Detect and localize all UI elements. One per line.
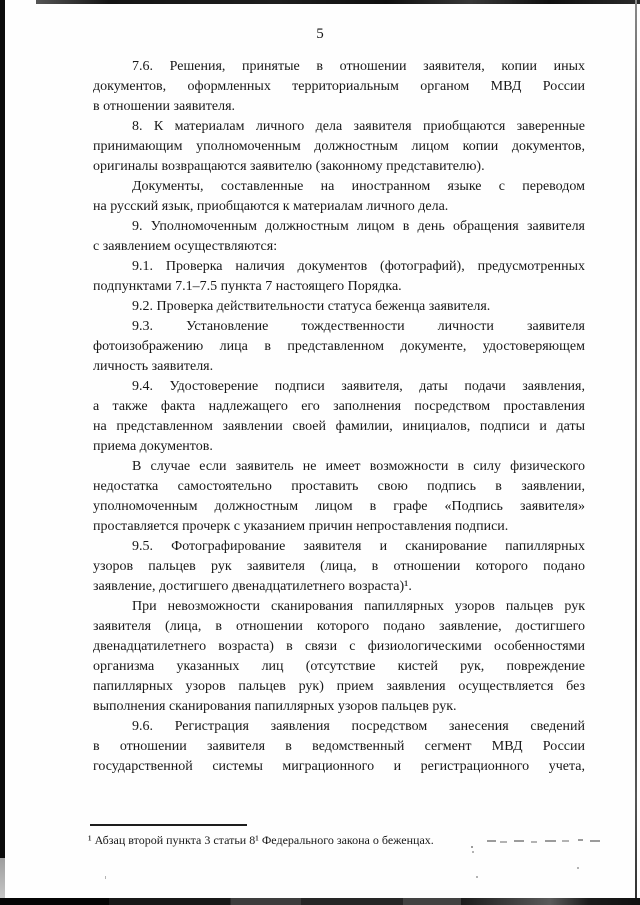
text-line: Документы, составленные на иностранном языке с переводом: [132, 179, 585, 194]
scan-edge-bottom: [0, 898, 640, 905]
text-line: 9.4. Удостоверение подписи заявителя, даты подачи заявления,: [132, 379, 585, 394]
scan-artifact-dot: [105, 876, 106, 879]
text-line: 9. Уполномоченным должностным лицом в день обращения заявителя: [132, 219, 585, 234]
text-line: документов, оформленных территориальным органом МВД России: [93, 79, 585, 94]
text-line: на русский язык, приобщаются к материалам личного дела.: [93, 199, 449, 214]
text-line: а также факта надлежащего его заполнения посредством проставления: [93, 399, 585, 414]
scan-edge-left: [0, 0, 5, 858]
scan-artifact-dash: [545, 840, 556, 842]
scan-edge-top: [36, 0, 640, 4]
scan-artifact-dot: [472, 851, 474, 853]
text-line: 9.6. Регистрация заявления посредством занесения сведений: [132, 719, 585, 734]
text-line: При невозможности сканирования папиллярных узоров пальцев рук: [132, 599, 585, 614]
text-line: папиллярных узоров пальцев рук) прием заявления осуществляется без: [93, 679, 585, 694]
text-line: в отношении заявителя в ведомственный сегмент МВД России: [93, 739, 585, 754]
text-line: 9.3. Установление тождественности личности заявителя: [132, 319, 585, 334]
text-line: в отношении заявителя.: [93, 99, 236, 114]
text-line: 9.1. Проверка наличия документов (фотографий), предусмотренных: [132, 259, 585, 274]
text-line: выполнения сканирования папиллярных узоров пальцев рук.: [93, 699, 457, 714]
text-line: с заявлением осуществляются:: [93, 239, 278, 254]
text-line: подпунктами 7.1–7.5 пункта 7 настоящего Порядка.: [93, 279, 402, 294]
text-line: государственной системы миграционного и регистрационного учета,: [93, 759, 585, 774]
scan-edge-left-lower: [0, 858, 5, 898]
scan-edge-right: [635, 0, 637, 905]
scan-artifact-dash: [531, 841, 537, 843]
text-line: недостатка самостоятельно проставить свою подпись в заявлении,: [93, 479, 585, 494]
scan-artifact-dash: [514, 840, 524, 842]
scan-artifact-dash: [590, 840, 600, 842]
scan-artifact-dot: [476, 876, 478, 878]
text-line: на представленном заявлении своей фамилии, инициалов, подписи и даты: [93, 419, 585, 434]
scan-artifact-dash: [487, 840, 496, 842]
footnote-text: ¹ Абзац второй пункта 3 статьи 8¹ Федерального закона о беженцах.: [88, 833, 434, 847]
document-body: [93, 57, 585, 777]
text-line: приема документов.: [93, 439, 213, 454]
scan-artifact-dash: [578, 839, 583, 841]
scan-artifact-dash: [562, 840, 569, 842]
text-line: двенадцатилетнего возраста) в связи с физиологическими особенностями: [93, 639, 585, 654]
text-line: фотоизображению лица в представленном документе, удостоверяющем: [93, 339, 585, 354]
text-line: 9.2. Проверка действительности статуса беженца заявителя.: [132, 299, 491, 314]
text-line: заявителя (лица, в отношении которого подано заявление, достигшего: [93, 619, 585, 634]
footnote-separator: [90, 824, 247, 826]
scan-artifact-dot: [577, 867, 579, 869]
page-number: 5: [316, 26, 324, 42]
text-line: 8. К материалам личного дела заявителя приобщаются заверенные: [132, 119, 585, 134]
text-line: узоров пальцев рук заявителя (лица, в отношении которого подано: [93, 559, 585, 574]
text-line: 9.5. Фотографирование заявителя и сканирование папиллярных: [132, 539, 585, 554]
scan-artifact-dash: [500, 841, 507, 843]
text-line: проставляется прочерк с указанием причин непроставления подписи.: [93, 519, 509, 534]
text-line: личность заявителя.: [93, 359, 214, 374]
text-line: заявление, достигшего двенадцатилетнего возраста)¹.: [93, 579, 412, 594]
text-line: В случае если заявитель не имеет возможности в силу физического: [132, 459, 585, 474]
scan-artifact-dot: [471, 846, 473, 848]
text-line: принимающим уполномоченным должностным лицом копии документов,: [93, 139, 585, 154]
text-line: уполномоченным должностным лицом в графе «Подпись заявителя»: [93, 499, 585, 514]
text-line: оригиналы возвращаются заявителю (законному представителю).: [93, 159, 485, 174]
text-line: 7.6. Решения, принятые в отношении заявителя, копии иных: [132, 59, 585, 74]
text-line: организма указанных лиц (отсутствие кистей рук, повреждение: [93, 659, 585, 674]
